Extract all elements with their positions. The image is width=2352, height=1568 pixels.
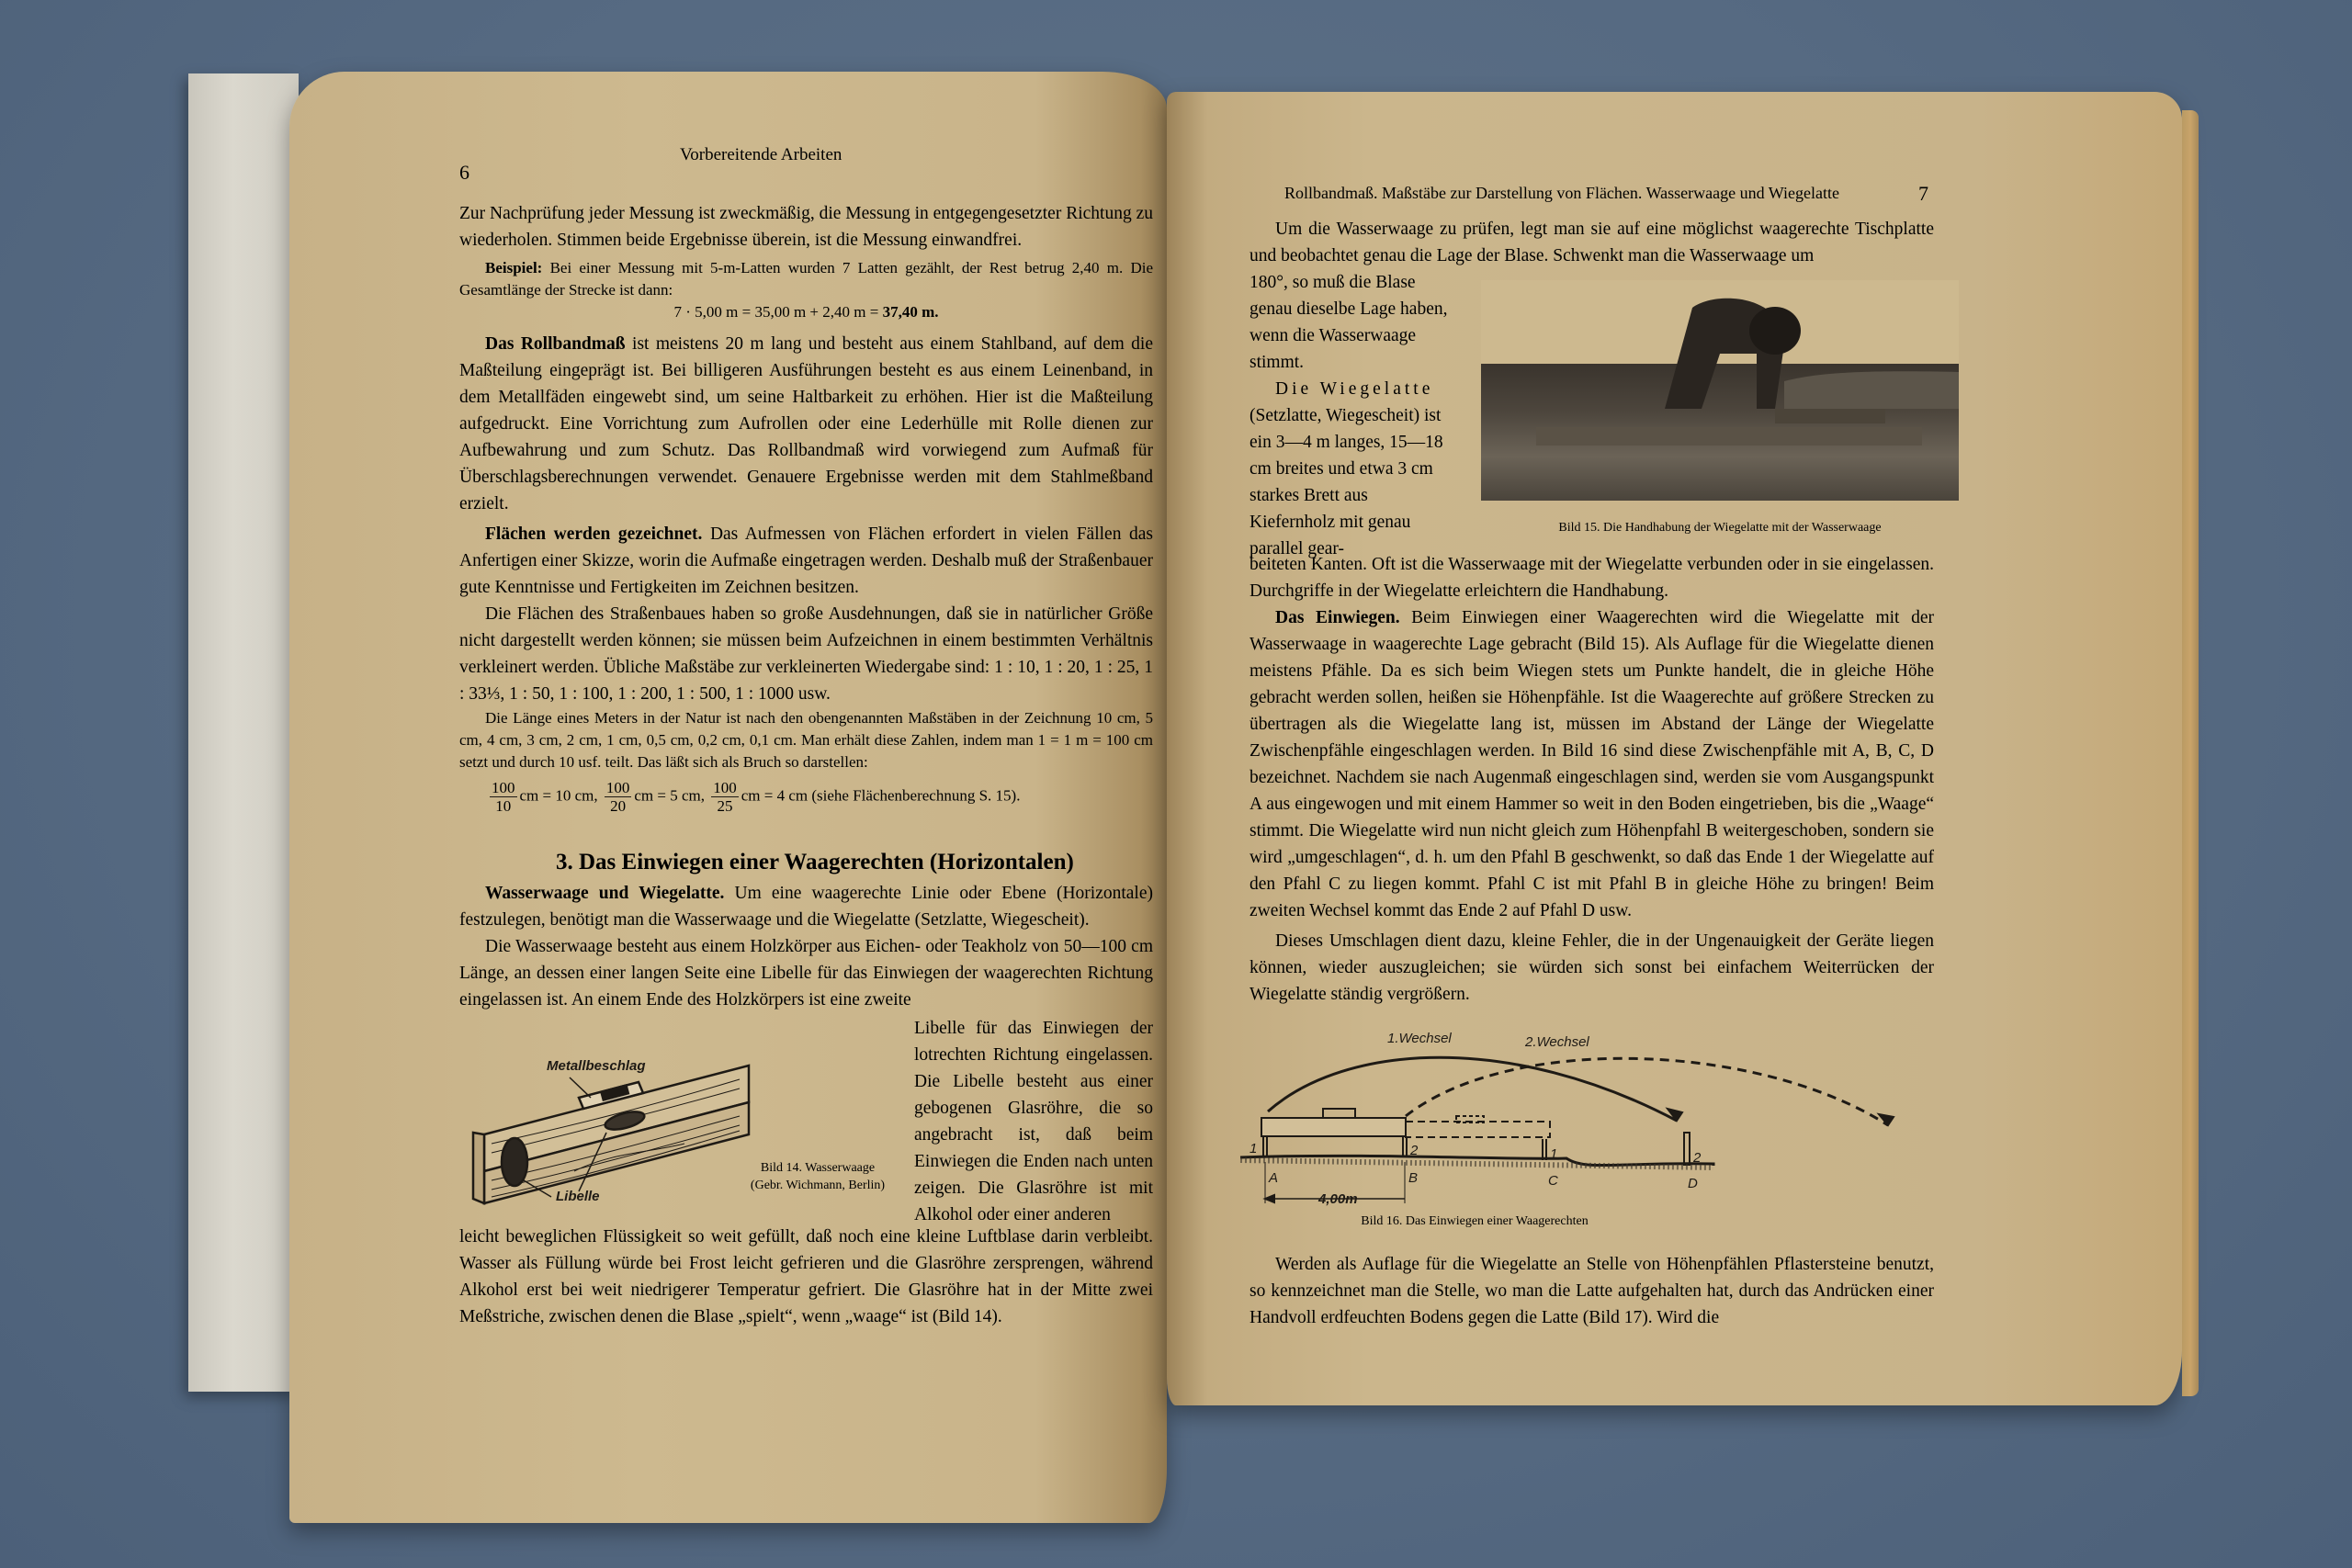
paragraph-blase: 180°, so muß die Blase genau dieselbe Lage haben, wenn die Wasserwaage stimmt.: [1250, 273, 1448, 372]
right-text-block-2: [1250, 1251, 1934, 1331]
paragraph-einwiegen: [1250, 604, 1934, 924]
example-paragraph: [459, 257, 1153, 301]
figure-14-caption-line2: (Gebr. Wichmann, Berlin): [750, 1179, 886, 1192]
wasserwaage-intro-text: Um eine waagerechte Linie oder Ebene (Horizontale) festzulegen, benötigt man die Wasserwaage und die Wiegelatte (Setzlatte, Wiegescheit).: [459, 884, 1153, 930]
paragraph-libelle-wrap: Libelle für das Einwiegen der lotrechten Richtung eingelassen. Die Libelle besteht aus einer gebogenen Glasröhre, die so angebracht ist, daß beim Einwiegen die Enden nach unten zeigen. Die Glasröhre ist mit Alkohol oder einer anderen: [914, 1019, 1153, 1224]
wasserwaage-lead: Wasserwaage und Wiegelatte.: [485, 884, 725, 903]
label-wechsel-2: 2.Wechsel: [1525, 1034, 1589, 1050]
right-intro: [1250, 216, 1934, 269]
paragraph-wiegelatte: [1250, 376, 1456, 562]
book-back-cover: [188, 73, 299, 1392]
page-number-left: 6: [459, 161, 469, 184]
label-end-1-left: 1: [1250, 1141, 1258, 1156]
paragraph-wasserwaage-intro: [459, 880, 1153, 933]
einwiegen-diagram: [1236, 1024, 1962, 1222]
example-formula: [459, 301, 1153, 323]
figure-16-diagram: [1236, 1024, 1962, 1222]
figure-15-photo: [1481, 280, 1959, 501]
right-text-block-1: [1250, 551, 1934, 1008]
left-text-block-2: [459, 880, 1153, 1013]
figure-14-caption: [730, 1159, 905, 1194]
paragraph-kanten: beiteten Kanten. Oft ist die Wasserwaage mit der Wiegelatte verbunden oder in sie eingelassen. Durchgriffe in der Wiegelatte erleichtern die Handhabung.: [1250, 555, 1934, 601]
paragraph-wasserwaage-body: Die Wasserwaage besteht aus einem Holzkörper aus Eichen- oder Teakholz von 50—100 cm Länge, an dessen einer langen Seite eine Libelle für das Einwiegen der waagerechten Richtung eingelassen ist. An einem Ende des Holzkörpers ist eine zweite: [459, 937, 1153, 1010]
left-text-block-1: [459, 200, 1153, 815]
paragraph-pruefen: Um die Wasserwaage zu prüfen, legt man sie auf eine möglichst waagerechte Tischplatte und beobachtet genau die Lage der Blase. Schwenkt man die Wasserwaage um: [1250, 220, 1934, 265]
wiegelatte-lead: Die Wiegelatte: [1275, 379, 1434, 399]
wiegelatte-text: (Setzlatte, Wiegescheit) ist ein 3—4 m langes, 15—18 cm breites und etwa 3 cm starkes Brett aus Kiefernholz mit genau parallel gear-: [1250, 406, 1443, 558]
right-narrow-column: [1250, 269, 1456, 562]
label-end-2-right: 2: [1693, 1150, 1702, 1166]
einwiegen-text: Beim Einwiegen einer Waagerechten wird die Wiegelatte mit der Wasserwaage in waagerechte Lage gebracht (Bild 15). Als Auflage für die Wiegelatte dienen meistens Pfähle. Da es sich beim Wiegen stets um Punkte handelt, die in gleiche Höhe gebracht werden sollen, heißen sie Höhenpfähle. Ist die Waagerechte auf größere Strecken zu übertragen als die Wiegelatte lang ist, müssen im Abstand der Länge der Wiegelatte Zwischenpfähle eingeschlagen werden. In Bild 16 sind diese Zwischenpfähle mit A, B, C, D bezeichnet. Nachdem sie nach Augenmaß eingeschlagen sind, werden sie vom Ausgangspunkt A aus eingewogen und mit einem Hammer so weit in den Boden eingetrieben, bis die „Waage“ stimmt. Die Wiegelatte wird nun nicht gleich zum Höhenpfahl B weitergeschoben, sondern sie wird „umgeschlagen“, d. h. um den Pfahl B geschwenkt, so daß das Ende 1 der Wiegelatte auf den Pfahl C zu liegen kommt. Pfahl C ist mit Pfahl B in gleiche Höhe zu bringen! Beim zweiten Wechsel kommt das Ende 2 auf Pfahl D usw.: [1250, 608, 1934, 920]
label-metallbeschlag: Metallbeschlag: [547, 1058, 646, 1074]
label-post-d: D: [1688, 1176, 1698, 1191]
example-label: Beispiel:: [485, 259, 543, 276]
paragraph-meter: Die Länge eines Meters in der Natur ist nach den obengenannten Maßstäben in der Zeichnung 10 cm, 5 cm, 4 cm, 3 cm, 2 cm, 1 cm, 0,5 cm, 0,2 cm, 0,1 cm. Man erhält diese Zahlen, indem man 1 = 1 m = 100 cm setzt und durch 10 usf. teilt. Das läßt sich als Bruch so darstellen:: [459, 709, 1153, 771]
einwiegen-lead: Das Einwiegen.: [1275, 608, 1400, 627]
paragraph-massstaebe: Die Flächen des Straßenbaues haben so große Ausdehnungen, daß sie in natürlicher Größe nicht dargestellt werden können; sie müssen beim Aufzeichnen in einem bestimmten Verhältnis verkleinert werden. Übliche Maßstäbe zur verkleinerten Wiedergabe sind: 1 : 10, 1 : 20, 1 : 25, 1 : 33⅓, 1 : 50, 1 : 100, 1 : 200, 1 : 500, 1 : 1000 usw.: [459, 604, 1153, 704]
figure-14-caption-line1: Bild 14. Wasserwaage: [760, 1161, 876, 1175]
label-distance: 4,00m: [1318, 1191, 1358, 1207]
rollbandmass-text: ist meistens 20 m lang und besteht aus einem Stahlband, auf dem die Maßteilung eingeprägt ist. Bei billigeren Ausführungen besteht es aus einem Leinenband, in dem Metallfäden eingewebt sind, um seine Haltbarkeit zu erhöhen. Hier ist die Maßteilung aufgedruckt. Eine Vorrichtung zum Aufrollen oder eine Lederhülle mit Rolle dienen zur Aufbewahrung und zum Schutz. Das Rollbandmaß wird vorwiegend zum Aufmaß für Überschlagsberechnungen verwendet. Genauere Ergebnisse werden mit dem Stahlmeßband erzielt.: [459, 334, 1153, 513]
flaechen-text: Das Aufmessen von Flächen erfordert in vielen Fällen das Anfertigen einer Skizze, worin die Aufmaße eingetragen werden. Deshalb muß der Straßenbauer gute Kenntnisse und Fertigkeiten im Zeichnen besitzen.: [459, 525, 1153, 597]
paragraph-rollbandmass: [459, 331, 1153, 517]
left-text-block-3: [459, 1203, 1153, 1330]
label-wechsel-1: 1.Wechsel: [1387, 1031, 1452, 1046]
flaechen-lead: Flächen werden gezeichnet.: [485, 525, 703, 544]
fraction-1: $\frac{100}{10}$: [492, 779, 515, 815]
formula-left: 7 · 5,00 m = 35,00 m + 2,40 m =: [673, 303, 883, 321]
paragraph-nachpruefung: Zur Nachprüfung jeder Messung ist zweckmäßig, die Messung in entgegengesetzter Richtung zu wiederholen. Stimmen beide Ergebnisse überein, ist die Messung einwandfrei.: [459, 204, 1153, 250]
paragraph-closing: leicht beweglichen Flüssigkeit so weit gefüllt, daß noch eine kleine Luftblase darin verbleibt. Wasser als Füllung würde bei Frost leicht gefrieren und die Glasröhre zersprengen, während Alkohol erst bei weit niedrigerer Temperatur gefriert. Die Glasröhre hat in der Mitte zwei Meßstriche, zwischen denen die Blase „spielt“, wenn „waage“ ist (Bild 14).: [459, 1227, 1153, 1326]
fraction-row: $\frac{100}{10}$ cm = 10 cm, $\frac{100}{20}$ cm = 5 cm, $\frac{100}{25}$ cm = 4 cm (siehe Flächenberechnung S. 15).: [492, 779, 1021, 815]
formula-result: 37,40 m.: [882, 303, 939, 321]
wrap-text-column: [914, 1015, 1153, 1228]
fraction-3: $\frac{100}{25}$: [713, 779, 737, 815]
fraction-2: $\frac{100}{20}$: [605, 779, 630, 815]
paragraph-umschlagen: Dieses Umschlagen dient dazu, kleine Fehler, die in der Ungenauigkeit der Geräte liegen können, wieder auszugleichen; sie würden sich sonst bei einfachem Weiterrücken der Wiegelatte ständig vergrößern.: [1250, 931, 1934, 1004]
rollbandmass-lead: Das Rollbandmaß: [485, 334, 626, 354]
label-end-1-right: 1: [1550, 1146, 1558, 1162]
figure-15-caption: Bild 15. Die Handhabung der Wiegelatte mit der Wasserwaage: [1558, 521, 1882, 535]
worker-photo-illustration: [1481, 280, 1959, 501]
label-libelle: Libelle: [556, 1189, 600, 1204]
label-post-b: B: [1408, 1170, 1419, 1186]
running-head-left: Vorbereitende Arbeiten: [680, 145, 842, 164]
running-head-right: Rollbandmaß. Maßstäbe zur Darstellung von Flächen. Wasserwaage und Wiegelatte: [1284, 184, 1839, 202]
example-text: Bei einer Messung mit 5-m-Latten wurden 7 Latten gezählt, der Rest betrug 2,40 m. Die Gesamtlänge der Strecke ist dann:: [459, 259, 1153, 299]
section-title: 3. Das Einwiegen einer Waagerechten (Horizontalen): [556, 850, 1074, 874]
label-post-a: A: [1269, 1170, 1279, 1186]
figure-16-caption: Bild 16. Das Einwiegen einer Waagerechten: [1361, 1214, 1589, 1228]
page-number-right: 7: [1918, 182, 1928, 205]
label-post-c: C: [1548, 1173, 1558, 1189]
paragraph-flaechen: [459, 521, 1153, 601]
paragraph-pflastersteine: Werden als Auflage für die Wiegelatte an Stelle von Höhenpfählen Pflastersteine benutzt, so kennzeichnet man die Stelle, wo man die Latte aufgehalten hat, durch das Andrücken einer Handvoll erdfeuchten Bodens gegen die Latte (Bild 17). Wird die: [1250, 1255, 1934, 1327]
label-end-2-left: 2: [1410, 1143, 1419, 1158]
